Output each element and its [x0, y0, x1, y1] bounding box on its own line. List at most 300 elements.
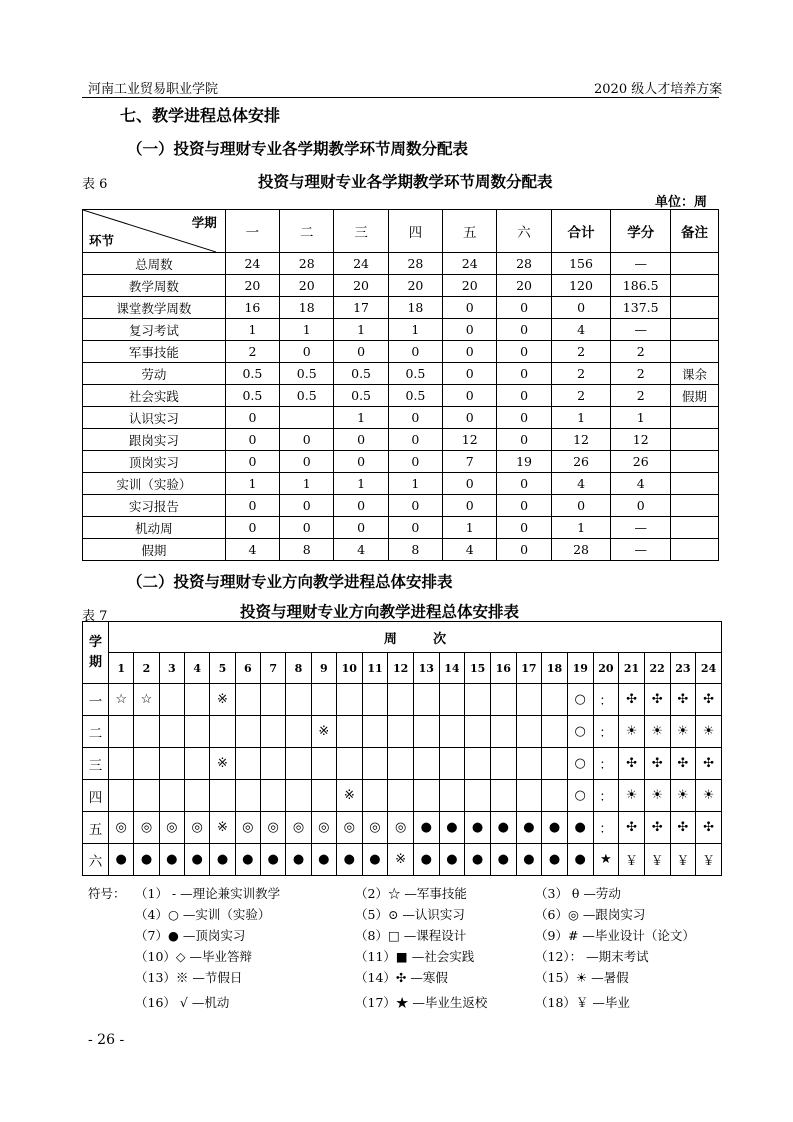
table-cell: 20	[280, 275, 334, 297]
table-cell: 1	[280, 319, 334, 341]
section-title: 七、教学进程总体安排	[120, 106, 281, 125]
schedule-cell: ※	[210, 684, 235, 716]
week-number: 12	[388, 653, 414, 684]
table-cell: 0	[497, 341, 551, 363]
schedule-cell	[542, 780, 568, 812]
legend-item: （2）☆ —军事技能	[355, 886, 467, 901]
schedule-cell: ●	[210, 844, 235, 876]
table-cell: 2	[551, 341, 611, 363]
table-cell: 16	[225, 297, 279, 319]
schedule-cell: ※	[388, 844, 414, 876]
table-cell: 0	[443, 341, 497, 363]
week-number: 2	[134, 653, 159, 684]
legend-item: （5）⊙ —认识实习	[355, 907, 465, 922]
schedule-cell: ●	[362, 844, 388, 876]
table-cell: 0	[334, 451, 388, 473]
week-number: 24	[696, 653, 722, 684]
legend-item: （3） θ —劳动	[535, 886, 621, 901]
schedule-cell: ￥	[696, 844, 722, 876]
schedule-cell: ☀	[619, 780, 645, 812]
schedule-cell	[516, 684, 542, 716]
table-cell: 0	[388, 495, 442, 517]
schedule-cell: ●	[413, 844, 439, 876]
table-cell: 20	[497, 275, 551, 297]
table-cell: 1	[388, 473, 442, 495]
table-cell	[671, 407, 719, 429]
table-cell	[671, 319, 719, 341]
schedule-cell	[542, 716, 568, 748]
table-row	[83, 684, 722, 716]
schedule-cell	[413, 684, 439, 716]
table6-col-header: 四	[388, 210, 442, 253]
table-cell: 0	[280, 429, 334, 451]
table-cell: 2	[225, 341, 279, 363]
schedule-cell	[159, 748, 184, 780]
table-cell: 0	[225, 429, 279, 451]
table-cell: 0	[497, 407, 551, 429]
schedule-cell: ✣	[696, 748, 722, 780]
table-row	[83, 429, 719, 451]
row-label: 假期	[83, 539, 226, 561]
table-cell: 0	[611, 495, 671, 517]
schedule-cell	[336, 684, 362, 716]
schedule-cell	[439, 748, 465, 780]
row-label: 认识实习	[83, 407, 226, 429]
table-cell: 0	[225, 517, 279, 539]
table-cell: 0	[388, 341, 442, 363]
week-number: 8	[286, 653, 311, 684]
table-cell: 1	[225, 473, 279, 495]
table-cell: 0	[497, 495, 551, 517]
schedule-cell	[362, 748, 388, 780]
table-cell: 1	[334, 407, 388, 429]
semester-label: 六	[83, 844, 109, 876]
schedule-cell: ：	[593, 780, 619, 812]
table-row	[83, 341, 719, 363]
table-cell: —	[611, 517, 671, 539]
schedule-cell	[235, 780, 260, 812]
schedule-cell: ✣	[619, 812, 645, 844]
schedule-cell	[542, 684, 568, 716]
schedule-cell: ☀	[644, 780, 670, 812]
table-cell: 1	[611, 407, 671, 429]
schedule-cell: ✣	[696, 812, 722, 844]
schedule-cell: ￥	[644, 844, 670, 876]
schedule-cell	[465, 716, 491, 748]
schedule-cell	[516, 780, 542, 812]
schedule-cell: ●	[516, 812, 542, 844]
schedule-cell: ◎	[362, 812, 388, 844]
schedule-cell	[388, 684, 414, 716]
week-number: 20	[593, 653, 619, 684]
schedule-cell: ※	[336, 780, 362, 812]
week-number: 6	[235, 653, 260, 684]
schedule-cell	[490, 716, 516, 748]
schedule-cell	[108, 716, 133, 748]
table-cell: 20	[443, 275, 497, 297]
table-cell: 0	[225, 451, 279, 473]
table-cell	[671, 539, 719, 561]
table-cell: 0	[443, 407, 497, 429]
table-cell: 156	[551, 253, 611, 275]
schedule-cell	[311, 748, 336, 780]
header-rule	[82, 97, 719, 98]
schedule-cell: ●	[567, 844, 593, 876]
table-cell: 1	[388, 319, 442, 341]
table-row	[83, 716, 722, 748]
schedule-cell	[388, 780, 414, 812]
legend-item: （12）： —期末考试	[535, 949, 649, 964]
schedule-cell	[362, 684, 388, 716]
table-row	[83, 539, 719, 561]
table-cell: 0	[497, 319, 551, 341]
table-cell: 26	[611, 451, 671, 473]
schedule-cell: ◎	[159, 812, 184, 844]
schedule-cell: ☀	[670, 716, 696, 748]
table-cell: 186.5	[611, 275, 671, 297]
table-cell: 20	[388, 275, 442, 297]
header-left: 河南工业贸易职业学院	[88, 82, 219, 97]
week-number: 18	[542, 653, 568, 684]
table-cell: 26	[551, 451, 611, 473]
table-cell	[671, 517, 719, 539]
table6-col-header: 备注	[671, 210, 719, 253]
schedule-cell	[465, 780, 491, 812]
row-label: 总周数	[83, 253, 226, 275]
schedule-cell: ✣	[670, 748, 696, 780]
row-label: 机动周	[83, 517, 226, 539]
schedule-cell	[516, 748, 542, 780]
schedule-cell	[134, 780, 159, 812]
table-cell: 0	[280, 451, 334, 473]
table-cell: 0	[443, 297, 497, 319]
subsection-title-1: （一）投资与理财专业各学期教学环节周数分配表	[127, 139, 469, 158]
schedule-cell	[185, 684, 210, 716]
week-number: 5	[210, 653, 235, 684]
table-cell	[671, 275, 719, 297]
table-row	[83, 253, 719, 275]
schedule-cell: ○	[567, 684, 593, 716]
table6-header-row	[83, 210, 719, 253]
schedule-cell: ✣	[670, 812, 696, 844]
table-cell: 0.5	[388, 363, 442, 385]
table-cell: 4	[611, 473, 671, 495]
table-cell: 0.5	[280, 363, 334, 385]
schedule-cell	[185, 716, 210, 748]
row-label: 社会实践	[83, 385, 226, 407]
table-cell: 4	[551, 319, 611, 341]
schedule-cell	[134, 716, 159, 748]
schedule-cell: ●	[235, 844, 260, 876]
schedule-cell	[185, 780, 210, 812]
table6-col-header: 二	[280, 210, 334, 253]
legend-item: （18）￥ —毕业	[535, 995, 630, 1010]
legend-item: （10）◇ —毕业答辩	[135, 949, 252, 964]
schedule-cell	[286, 780, 311, 812]
week-number: 4	[185, 653, 210, 684]
week-number: 9	[311, 653, 336, 684]
week-number: 10	[336, 653, 362, 684]
schedule-cell: ◎	[134, 812, 159, 844]
table-cell: 0	[443, 473, 497, 495]
table-cell: —	[611, 319, 671, 341]
schedule-cell: ●	[159, 844, 184, 876]
table7-label: 表 7	[82, 609, 108, 624]
table-cell: —	[611, 539, 671, 561]
table-cell: 假期	[671, 385, 719, 407]
table7-head-row-1	[83, 622, 722, 653]
table-cell: 0	[280, 517, 334, 539]
schedule-cell: ○	[567, 716, 593, 748]
table-cell: 1	[443, 517, 497, 539]
table-cell: 0	[334, 495, 388, 517]
schedule-cell: ●	[567, 812, 593, 844]
table-cell	[671, 429, 719, 451]
schedule-cell: ●	[286, 844, 311, 876]
schedule-cell: ：	[593, 812, 619, 844]
table-cell: 8	[388, 539, 442, 561]
table-cell: 12	[611, 429, 671, 451]
schedule-cell	[413, 780, 439, 812]
table-cell: 20	[334, 275, 388, 297]
table-cell: 24	[443, 253, 497, 275]
table-cell: 0	[225, 495, 279, 517]
schedule-cell	[388, 748, 414, 780]
table-cell: 课余	[671, 363, 719, 385]
schedule-cell: ◎	[185, 812, 210, 844]
schedule-cell: ●	[490, 844, 516, 876]
schedule-cell: ：	[593, 748, 619, 780]
schedule-cell	[159, 684, 184, 716]
table-cell: 0	[497, 429, 551, 451]
schedule-cell: ◎	[261, 812, 286, 844]
table-row	[83, 363, 719, 385]
schedule-cell: ✣	[644, 684, 670, 716]
table6	[82, 209, 719, 561]
schedule-cell	[336, 716, 362, 748]
table-cell: 0	[497, 539, 551, 561]
schedule-cell: ●	[185, 844, 210, 876]
table-cell: 24	[225, 253, 279, 275]
schedule-cell	[185, 748, 210, 780]
week-number: 16	[490, 653, 516, 684]
table-cell: 0	[388, 517, 442, 539]
schedule-cell: ※	[311, 716, 336, 748]
table-cell: 120	[551, 275, 611, 297]
schedule-cell	[542, 748, 568, 780]
table-cell: 12	[551, 429, 611, 451]
legend-item: （11）■ —社会实践	[355, 949, 475, 964]
schedule-cell	[311, 780, 336, 812]
table-cell: 0	[388, 407, 442, 429]
table-cell: 12	[443, 429, 497, 451]
table-cell: 18	[280, 297, 334, 319]
legend-item: （16） √ —机动	[135, 995, 230, 1010]
table-cell: 20	[225, 275, 279, 297]
legend-item: （17）★ —毕业生返校	[355, 995, 488, 1010]
table-cell: 0	[388, 451, 442, 473]
week-number: 1	[108, 653, 133, 684]
table-row	[83, 495, 719, 517]
schedule-cell: ☀	[644, 716, 670, 748]
table-row	[83, 385, 719, 407]
semester-label: 五	[83, 812, 109, 844]
table-row	[83, 407, 719, 429]
schedule-cell	[210, 716, 235, 748]
schedule-cell: ✣	[696, 684, 722, 716]
schedule-cell	[286, 748, 311, 780]
schedule-cell: ○	[567, 780, 593, 812]
table-row	[83, 844, 722, 876]
schedule-cell: ◎	[108, 812, 133, 844]
row-label: 劳动	[83, 363, 226, 385]
table-cell	[671, 297, 719, 319]
row-label: 实训（实验）	[83, 473, 226, 495]
schedule-cell	[439, 716, 465, 748]
table6-col-header: 学分	[611, 210, 671, 253]
schedule-cell: ※	[210, 812, 235, 844]
table-row	[83, 451, 719, 473]
legend-item: （15）☀ —暑假	[535, 970, 629, 985]
schedule-cell: ●	[542, 812, 568, 844]
schedule-cell	[490, 780, 516, 812]
row-label: 教学周数	[83, 275, 226, 297]
table-cell	[671, 473, 719, 495]
schedule-cell	[261, 716, 286, 748]
schedule-cell	[134, 748, 159, 780]
table-row	[83, 473, 719, 495]
schedule-cell	[286, 716, 311, 748]
table6-title: 投资与理财专业各学期教学环节周数分配表	[258, 172, 553, 191]
week-number: 15	[465, 653, 491, 684]
table-cell: 0	[497, 473, 551, 495]
table-cell: 24	[334, 253, 388, 275]
row-label: 顶岗实习	[83, 451, 226, 473]
legend-item: （14）✣ —寒假	[355, 970, 448, 985]
subsection-title-2: （二）投资与理财专业方向教学进程总体安排表	[127, 572, 453, 591]
table-cell: 0	[497, 517, 551, 539]
table-cell: 4	[225, 539, 279, 561]
week-number: 17	[516, 653, 542, 684]
week-number: 22	[644, 653, 670, 684]
schedule-cell: ●	[261, 844, 286, 876]
schedule-cell: ●	[465, 812, 491, 844]
schedule-cell: ✣	[644, 812, 670, 844]
table-row	[83, 748, 722, 780]
schedule-cell	[235, 716, 260, 748]
table-cell: 0.5	[388, 385, 442, 407]
table-cell: 1	[551, 517, 611, 539]
diag-bottom-label: 环节	[89, 233, 115, 248]
table7	[82, 621, 722, 876]
table-cell: 0	[497, 363, 551, 385]
schedule-cell	[362, 780, 388, 812]
schedule-cell	[159, 716, 184, 748]
table-cell: 0	[443, 363, 497, 385]
table-cell: —	[611, 253, 671, 275]
schedule-cell: ◎	[286, 812, 311, 844]
table-cell: 0.5	[334, 385, 388, 407]
table-cell: 0.5	[225, 363, 279, 385]
schedule-cell	[465, 748, 491, 780]
week-number: 14	[439, 653, 465, 684]
row-label: 课堂教学周数	[83, 297, 226, 319]
table-row	[83, 517, 719, 539]
schedule-cell: ☀	[619, 716, 645, 748]
week-number: 13	[413, 653, 439, 684]
row-label: 实习报告	[83, 495, 226, 517]
legend-item: （7）● —顶岗实习	[135, 928, 246, 943]
table-cell: 0	[551, 495, 611, 517]
table-cell: 0	[388, 429, 442, 451]
table-cell: 19	[497, 451, 551, 473]
schedule-cell: ●	[439, 812, 465, 844]
legend-prefix: 符号：	[88, 886, 126, 901]
schedule-cell: ✣	[670, 684, 696, 716]
table-cell: 0	[334, 429, 388, 451]
table-cell: 28	[388, 253, 442, 275]
schedule-cell: ☀	[670, 780, 696, 812]
table-cell	[280, 407, 334, 429]
week-number: 11	[362, 653, 388, 684]
schedule-cell	[261, 748, 286, 780]
table-cell: 17	[334, 297, 388, 319]
schedule-cell	[336, 748, 362, 780]
table-cell: 0.5	[280, 385, 334, 407]
table6-label: 表 6	[82, 177, 108, 192]
row-label: 复习考试	[83, 319, 226, 341]
schedule-cell: ☀	[696, 780, 722, 812]
week-number: 3	[159, 653, 184, 684]
table-cell: 1	[334, 473, 388, 495]
table-cell: 4	[443, 539, 497, 561]
table-cell: 0	[443, 495, 497, 517]
table-cell: 0	[443, 319, 497, 341]
table-cell: 28	[280, 253, 334, 275]
schedule-cell: ☀	[696, 716, 722, 748]
schedule-cell: ●	[413, 812, 439, 844]
schedule-cell	[311, 684, 336, 716]
table6-col-header: 一	[225, 210, 279, 253]
semester-label: 四	[83, 780, 109, 812]
schedule-cell: ●	[542, 844, 568, 876]
schedule-cell: ：	[593, 684, 619, 716]
table-cell: 0.5	[225, 385, 279, 407]
schedule-cell: ◎	[311, 812, 336, 844]
table-cell: 4	[334, 539, 388, 561]
semester-label: 三	[83, 748, 109, 780]
table-cell: 28	[551, 539, 611, 561]
schedule-cell	[439, 684, 465, 716]
table-cell: 1	[225, 319, 279, 341]
week-number: 23	[670, 653, 696, 684]
table-cell	[671, 495, 719, 517]
schedule-cell: ●	[490, 812, 516, 844]
legend-item: （9）# —毕业设计（论文）	[535, 928, 695, 943]
table-cell: 1	[551, 407, 611, 429]
schedule-cell: ★	[593, 844, 619, 876]
table-cell: 1	[334, 319, 388, 341]
schedule-cell	[362, 716, 388, 748]
table-cell: 0.5	[334, 363, 388, 385]
table-cell	[671, 341, 719, 363]
table-cell: 0	[443, 385, 497, 407]
schedule-cell: ￥	[670, 844, 696, 876]
legend-item: （8）□ —课程设计	[355, 928, 467, 943]
table-cell	[671, 253, 719, 275]
schedule-cell: ◎	[336, 812, 362, 844]
table-cell: 28	[497, 253, 551, 275]
